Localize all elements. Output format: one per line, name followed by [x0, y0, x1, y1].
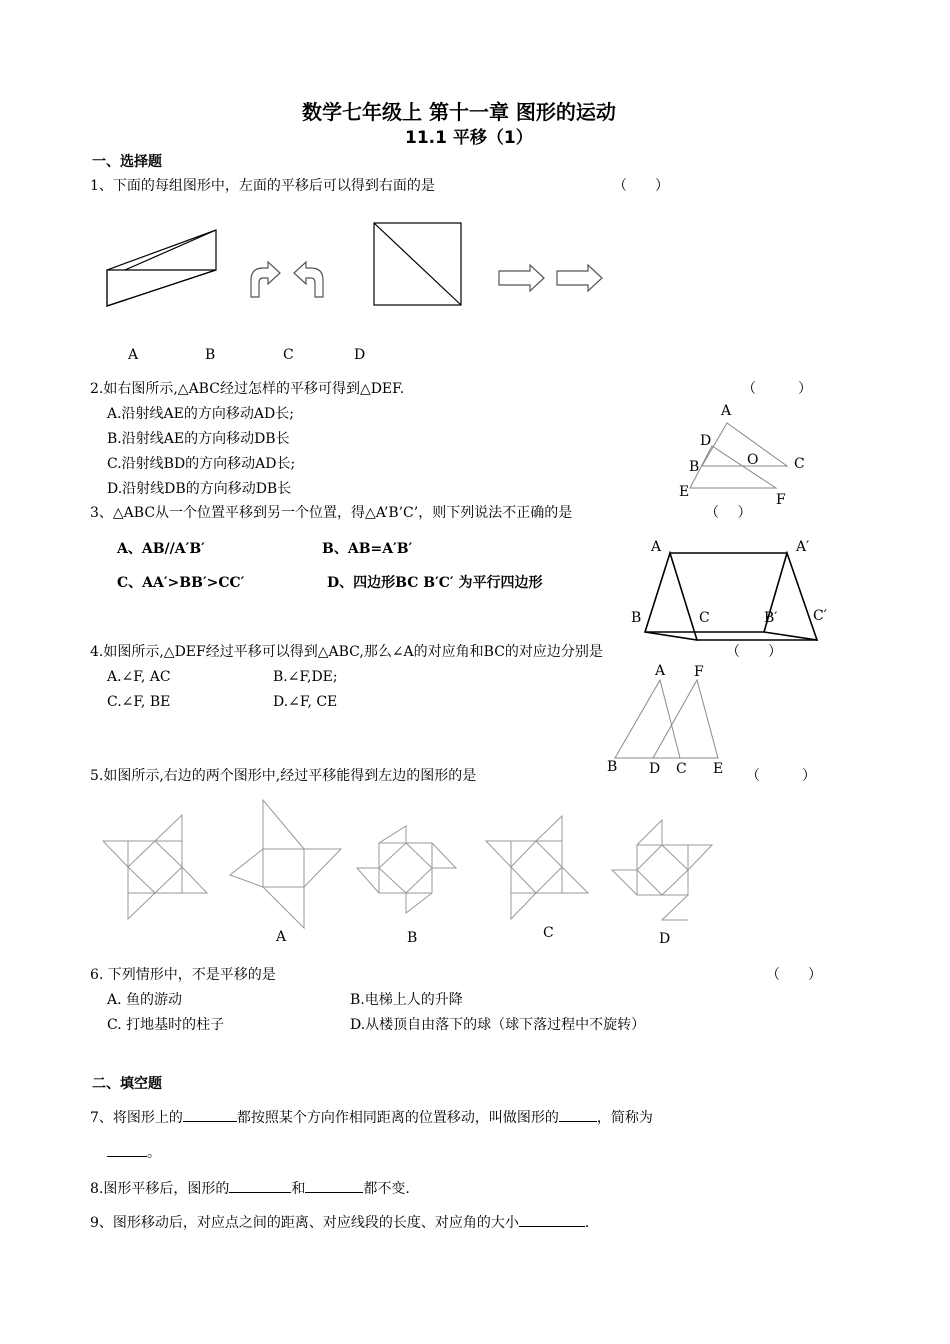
q3-stem: 3、△ABC从一个位置平移到另一个位置，得△A’B’C’，则下列说法不正确的是: [90, 505, 573, 521]
q7-text-3: ，简称为: [596, 1110, 653, 1126]
q3-answer-paren: （ ）: [705, 505, 752, 521]
q2-label-f: F: [776, 492, 786, 508]
q4-label-b: B: [607, 759, 618, 775]
q4-label-f: F: [694, 664, 704, 680]
q5-option-d: D: [659, 931, 671, 947]
q3-option-c: C、AA′>BB′>CC′: [117, 575, 245, 591]
q3-label-b: B: [631, 610, 642, 626]
q9-blank-1[interactable]: [519, 1212, 585, 1227]
q5-stem: 5.如图所示,右边的两个图形中,经过平移能得到左边的图形的是: [90, 768, 477, 784]
q7-text-2: 都按照某个方向作相同距离的位置移动，叫做图形的: [236, 1110, 559, 1126]
q5-option-a: A: [276, 929, 287, 945]
q8-line: [90, 1178, 410, 1198]
q3-label-c: C: [699, 610, 710, 626]
q2-option-c: C.沿射线BD的方向移动AD长;: [107, 456, 296, 472]
q8-text-2: 和: [291, 1181, 306, 1197]
page-subtitle: 11.1 平移（1）: [405, 128, 533, 148]
q5-option-a-pinwheel: [230, 800, 341, 928]
q7-blank-2[interactable]: [559, 1107, 597, 1122]
q1-option-c: C: [283, 347, 294, 363]
q8-text-1: 8.图形平移后，图形的: [90, 1181, 230, 1197]
q7-blank-1[interactable]: [183, 1107, 237, 1122]
q4-option-c: C.∠F, BE: [107, 694, 171, 710]
q9-text-1: 9、图形移动后，对应点之间的距离、对应线段的长度、对应角的大小: [90, 1215, 519, 1231]
q5-option-b: B: [407, 930, 418, 946]
section-fill-heading: 二、填空题: [92, 1076, 162, 1092]
q4-label-a: A: [655, 663, 666, 679]
q3-label-b-prime: B′: [764, 610, 778, 626]
q2-label-e: E: [679, 484, 690, 500]
q9-line: [90, 1212, 589, 1232]
q2-option-b: B.沿射线AE的方向移动DB长: [107, 431, 290, 447]
q6-answer-paren: （ ）: [766, 967, 822, 983]
q1-stem: 1、下面的每组图形中，左面的平移后可以得到右面的是: [90, 178, 435, 194]
q2-label-c: C: [794, 456, 805, 472]
q8-blank-2[interactable]: [305, 1178, 363, 1193]
q2-label-b: B: [689, 459, 700, 475]
q8-blank-1[interactable]: [229, 1178, 291, 1193]
q2-label-d: D: [700, 433, 712, 449]
q2-stem: 2.如右图所示,△ABC经过怎样的平移可得到△DEF.: [90, 381, 405, 397]
q1-answer-paren: （ ）: [613, 178, 669, 194]
q3-label-a: A: [651, 539, 662, 555]
q7-blank-3[interactable]: [107, 1142, 147, 1157]
q2-option-a: A.沿射线AE的方向移动AD长;: [107, 406, 294, 422]
q3-option-b: B、AB=A′B′: [322, 541, 413, 557]
q2-answer-paren: （ ）: [742, 381, 812, 397]
q5-option-d-pinwheel: [612, 820, 712, 920]
q5-option-c: C: [543, 925, 554, 941]
q4-label-c: C: [676, 761, 687, 777]
q4-option-a: A.∠F, AC: [107, 669, 171, 685]
q6-option-b: B.电梯上人的升降: [350, 992, 463, 1008]
q7-line1: [90, 1107, 653, 1127]
q3-label-a-prime: A′: [796, 539, 810, 555]
q5-answer-paren: （ ）: [746, 768, 816, 784]
q3-option-a: A、AB//A′B′: [117, 541, 205, 557]
page-title: 数学七年级上 第十一章 图形的运动: [302, 100, 616, 124]
q5-option-b-pinwheel: [357, 826, 456, 913]
q6-option-a: A. 鱼的游动: [107, 992, 183, 1008]
q7-line2: [107, 1142, 161, 1162]
q6-option-d: D.从楼顶自由落下的球（球下落过程中不旋转）: [350, 1017, 646, 1033]
q2-label-a: A: [721, 403, 732, 419]
q4-stem: 4.如图所示,△DEF经过平移可以得到△ABC,那么∠A的对应角和BC的对应边分别是: [90, 644, 603, 660]
q9-text-2: .: [584, 1215, 590, 1231]
q2-option-d: D.沿射线DB的方向移动DB长: [107, 481, 292, 497]
q1-option-d: D: [354, 347, 366, 363]
q4-option-d: D.∠F, CE: [273, 694, 338, 710]
q4-label-d: D: [649, 761, 661, 777]
q2-label-o: O: [747, 452, 759, 468]
q5-base-pinwheel: [103, 815, 207, 919]
q7-text-4: 。: [147, 1145, 161, 1161]
q4-label-e: E: [713, 761, 724, 777]
q1-option-b: B: [205, 347, 216, 363]
q7-text-1: 7、将图形上的: [90, 1110, 183, 1126]
q8-text-3: 都不变.: [363, 1181, 410, 1197]
q4-answer-paren: （ ）: [726, 644, 782, 660]
q6-option-c: C. 打地基时的柱子: [107, 1017, 225, 1033]
q4-option-b: B.∠F,DE;: [273, 669, 338, 685]
section-choice-heading: 一、选择题: [92, 154, 162, 170]
q3-option-d: D、四边形BC B′C′ 为平行四边形: [327, 575, 543, 591]
q5-option-c-pinwheel: [486, 816, 588, 919]
q6-stem: 6. 下列情形中，不是平移的是: [90, 967, 276, 983]
q3-label-c-prime: C′: [813, 608, 827, 624]
q1-option-a: A: [128, 347, 139, 363]
